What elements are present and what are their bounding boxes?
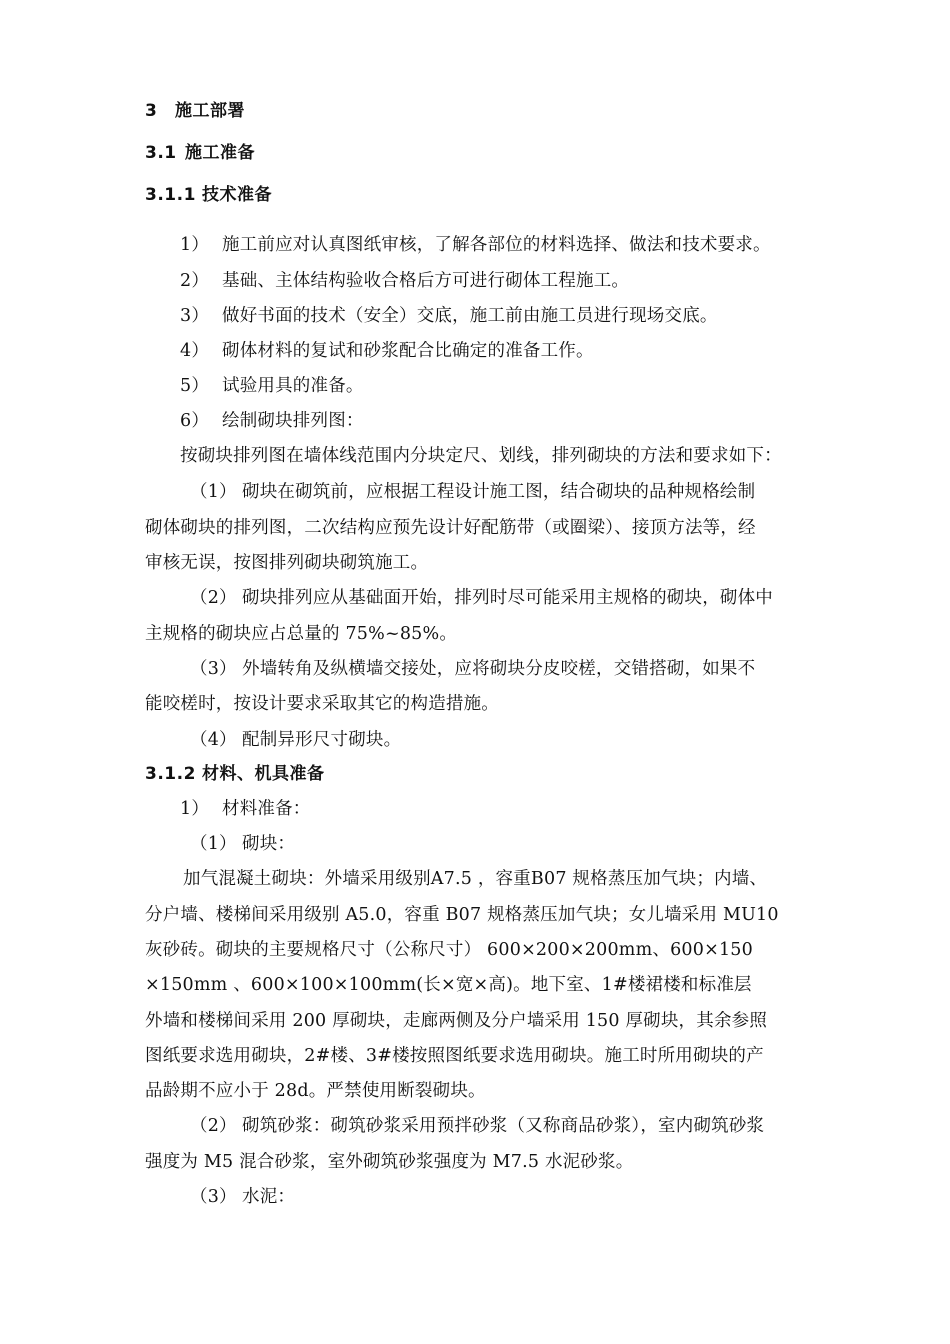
item-text: 砌筑砂浆：砌筑砂浆采用预拌砂浆（又称商品砂浆），室内砌筑砂浆 xyxy=(242,1116,765,1136)
rule-text: 外墙转角及纵横墙交接处，应将砌块分皮咬槎，交错搭砌，如果不 xyxy=(242,659,756,679)
heading-section-3 xyxy=(145,93,810,129)
heading-number: 3 xyxy=(145,101,158,121)
item-number: 1） xyxy=(180,235,210,255)
item-text: 水泥： xyxy=(242,1187,296,1207)
rule-line xyxy=(190,474,855,510)
mortar-line xyxy=(190,1108,855,1144)
item-number: （3） xyxy=(190,1187,237,1207)
tech-item xyxy=(180,333,845,369)
heading-number: 3.1 xyxy=(145,143,177,163)
heading-number: 3.1.2 xyxy=(145,764,196,784)
rule-line: 能咬槎时，按设计要求采取其它的构造措施。 xyxy=(145,694,499,714)
rule-line: 砌体砌块的排列图，二次结构应预先设计好配筋带（或圈梁）、接顶方法等，经 xyxy=(145,518,756,538)
brick-line: 灰砂砖。砌块的主要规格尺寸（公称尺寸） 600×200×200mm、600×150 xyxy=(145,940,753,960)
rule-number: （1） xyxy=(190,482,237,502)
brick-line: 品龄期不应小于 28d。严禁使用断裂砌块。 xyxy=(145,1081,486,1101)
tech-item xyxy=(180,227,845,263)
rule-line: 审核无误，按图排列砌块砌筑施工。 xyxy=(145,553,429,573)
item-number: 6） xyxy=(180,411,210,431)
heading-title: 施工部署 xyxy=(175,101,245,121)
item-number: 3） xyxy=(180,306,210,326)
heading-section-3-1-2 xyxy=(145,756,810,792)
tech-item xyxy=(180,368,845,404)
rule-text: 砌块排列应从基础面开始，排列时尽可能采用主规格的砌块，砌体中 xyxy=(242,588,773,608)
item-number: 2） xyxy=(180,271,210,291)
item-number: 1） xyxy=(180,799,210,819)
intro-paragraph: 按砌块排列图在墙体线范围内分块定尺、划线，排列砌块的方法和要求如下： xyxy=(180,446,782,466)
item-text: 基础、主体结构验收合格后方可进行砌体工程施工。 xyxy=(222,271,630,291)
item-number: （2） xyxy=(190,1116,237,1136)
item-text: 试验用具的准备。 xyxy=(222,376,364,396)
item-text: 砌块： xyxy=(242,834,296,854)
heading-number: 3.1.1 xyxy=(145,185,196,205)
heading-section-3-1-1 xyxy=(145,177,810,213)
item-number: 5） xyxy=(180,376,210,396)
brick-line: ×150mm 、600×100×100mm(长×宽×高)。地下室、1#楼裙楼和标准层 xyxy=(145,975,752,995)
brick-line: 图纸要求选用砌块，2#楼、3#楼按照图纸要求选用砌块。施工时所用砌块的产 xyxy=(145,1046,764,1066)
material-item xyxy=(180,791,845,827)
rule-text: 配制异形尺寸砌块。 xyxy=(242,730,402,750)
brick-line: 外墙和楼梯间采用 200 厚砌块，走廊两侧及分户墙采用 150 厚砌块，其余参照 xyxy=(145,1011,768,1031)
item-number: 4） xyxy=(180,341,210,361)
item-number: （1） xyxy=(190,834,237,854)
item-text: 绘制砌块排列图： xyxy=(222,411,364,431)
heading-title: 施工准备 xyxy=(185,143,255,163)
heading-title: 材料、机具准备 xyxy=(202,764,325,784)
item-text: 施工前应对认真图纸审核，了解各部位的材料选择、做法和技术要求。 xyxy=(222,235,771,255)
item-text: 材料准备： xyxy=(222,799,311,819)
tech-item xyxy=(180,403,845,439)
tech-item xyxy=(180,298,845,334)
item-text: 做好书面的技术（安全）交底，施工前由施工员进行现场交底。 xyxy=(222,306,718,326)
item-text: 砌体材料的复试和砂浆配合比确定的准备工作。 xyxy=(222,341,594,361)
rule-line: 主规格的砌块应占总量的 75%~85%。 xyxy=(145,624,458,644)
cement-item xyxy=(190,1179,855,1215)
rule-line xyxy=(190,580,855,616)
mortar-line: 强度为 M5 混合砂浆，室外砌筑砂浆强度为 M7.5 水泥砂浆。 xyxy=(145,1152,634,1172)
rule-line xyxy=(190,722,855,758)
tech-item xyxy=(180,263,845,299)
heading-section-3-1 xyxy=(145,135,810,171)
rule-text: 砌块在砌筑前，应根据工程设计施工图，结合砌块的品种规格绘制 xyxy=(242,482,756,502)
rule-line xyxy=(190,651,855,687)
brick-line: 分户墙、楼梯间采用级别 A5.0，容重 B07 规格蒸压加气块；女儿墙采用 MU10 xyxy=(145,905,779,925)
rule-number: （2） xyxy=(190,588,237,608)
rule-number: （4） xyxy=(190,730,237,750)
heading-title: 技术准备 xyxy=(202,185,272,205)
rule-number: （3） xyxy=(190,659,237,679)
brick-line: 加气混凝土砌块：外墙采用级别A7.5 ，容重B07 规格蒸压加气块；内墙、 xyxy=(183,869,768,889)
material-subitem xyxy=(190,826,855,862)
